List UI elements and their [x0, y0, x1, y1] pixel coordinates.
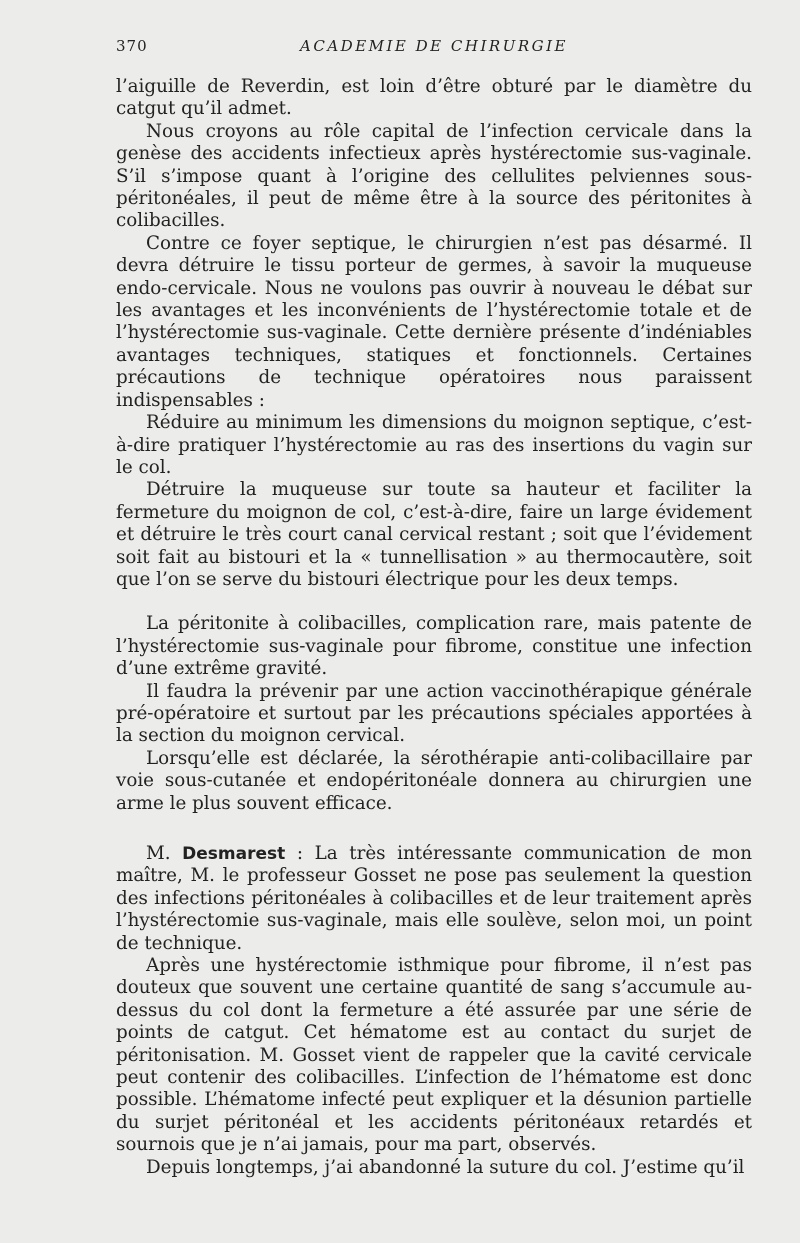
speaker-text: : La très intéressante communication de mon maître, M. le professeur Gosset ne pose pas seulement la question des infections péritonéales à colibacilles et de leur traitement après l’hystérectomie sus-vaginale, mais elle soulève, selon moi, un point de technique. [116, 843, 752, 954]
paragraph-conclusion-peritonite: La péritonite à colibacilles, complication rare, mais patente de l’hystérectomie sus-vaginale pour fibrome, constitue une infection d’une extrême gravité. [116, 613, 752, 680]
paragraph-prevention: Il faudra la prévenir par une action vaccinothérapique générale pré-opératoire et surtout par les précautions spéciales apportées à la section du moignon cervical. [116, 680, 752, 747]
paragraph-reduire: Réduire au minimum les dimensions du moignon septique, c’est-à-dire pratiquer l’hystérectomie au ras des insertions du vagin sur le col. [116, 412, 752, 478]
paragraph-desmarest-intro [116, 843, 752, 955]
running-header [116, 37, 752, 57]
body-text [116, 76, 752, 1179]
paragraph-suture-col: Depuis longtemps, j’ai abandonné la suture du col. J’estime qu’il [146, 1156, 745, 1178]
speaker-prefix: M. [146, 843, 183, 864]
page-number: 370 [116, 37, 148, 55]
paragraph-detruire: Détruire la muqueuse sur toute sa hauteur et faciliter la fermeture du moignon de col, c’est-à-dire, faire un large évidement et détruire le très court canal cervical restant ; soit que l’évidement soit fait au bistouri et la « tunnellisation » au thermocautère, soit que l’on se serve du bistouri électrique pour les deux temps. [116, 479, 752, 590]
running-title: ACADEMIE DE CHIRURGIE [300, 37, 568, 55]
paragraph-serotherapie: Lorsqu’elle est déclarée, la sérothérapie anti-colibacillaire par voie sous-cutanée et endopéritonéale donnera au chirurgien une arme le plus souvent efficace. [116, 747, 752, 814]
speaker-name: Desmarest [182, 844, 286, 864]
paragraph-infection-cervicale: Nous croyons au rôle capital de l’infection cervicale dans la genèse des accidents infectieux après hystérectomie sus-vaginale. S’il s’impose quant à l’origine des cellulites pelviennes sous-péritonéales, il peut de même être à la source des péritonites à colibacilles. [116, 120, 752, 232]
paragraph-continuation: l’aiguille de Reverdin, est loin d’être obturé par le diamètre du catgut qu’il admet. [116, 76, 752, 120]
paragraph-hematome: Après une hystérectomie isthmique pour fibrome, il n’est pas douteux que souvent une certaine quantité de sang s’accumule au-dessus du col dont la fermeture a été assurée par une série de points de catgut. Cet hématome est au contact du surjet de péritonisation. M. Gosset vient de rappeler que la cavité cervicale peut contenir des colibacilles. L’infection de l’hématome est donc possible. L’hématome infecté peut expliquer et la désunion partielle du surjet péritonéal et les accidents péritonéaux retardés et sournois que je n’ai jamais, pour ma part, observés. [116, 955, 752, 1156]
paragraph-foyer-septique: Contre ce foyer septique, le chirurgien n’est pas désarmé. Il devra détruire le tissu porteur de germes, à savoir la muqueuse endo-cervicale. Nous ne voulons pas ouvrir à nouveau le débat sur les avantages et les inconvénients de l’hystérectomie totale et de l’hystérectomie sus-vaginale. Cette dernière présente d’indéniables avantages techniques, statiques et fonctionnels. Certaines précautions de technique opératoires nous paraissent indispensables : [116, 232, 752, 411]
